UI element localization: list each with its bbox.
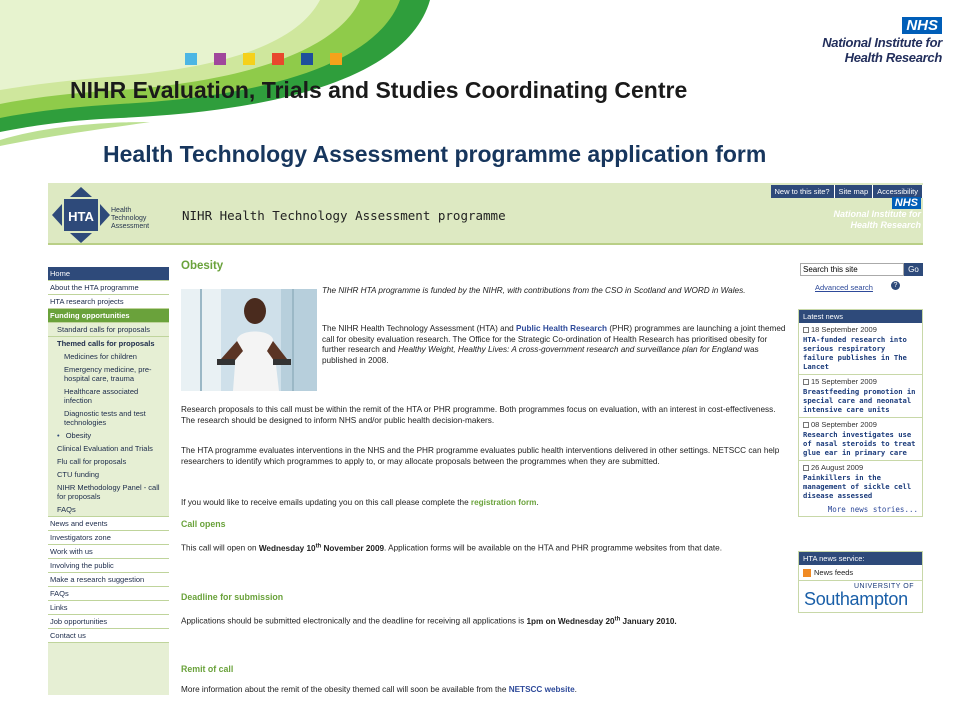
rss-icon xyxy=(803,569,811,577)
nav-faqs-sub[interactable]: FAQs xyxy=(48,503,169,517)
nhs-mini-box: NHS xyxy=(892,197,921,209)
intro-text-b: (PHR) programmes are launching a joint themed call for obesity evaluation research. The Office for the Strategic Co-ordination of Health Research has prioritised obesity for further research and xyxy=(322,324,786,354)
color-squares xyxy=(185,53,342,65)
intro-paragraph xyxy=(322,324,788,366)
news-item[interactable] xyxy=(799,461,922,503)
nav-projects[interactable]: HTA research projects xyxy=(48,295,169,309)
public-health-research-link[interactable]: Public Health Research xyxy=(516,324,608,333)
hta-caption-line1: Health xyxy=(111,207,132,214)
square-3 xyxy=(243,53,255,65)
nav-emergency[interactable]: Emergency medicine, pre-hospital care, trauma xyxy=(48,363,169,385)
nihr-mini-line1: National Institute for xyxy=(833,209,921,219)
call-opens-date-text: Wednesday 10 xyxy=(258,543,316,553)
news-item[interactable] xyxy=(799,323,922,375)
news-service-heading: HTA news service: xyxy=(799,552,922,565)
nav-about[interactable]: About the HTA programme xyxy=(48,281,169,295)
intro-report-title: Healthy Weight, Healthy Lives: A cross-government research and surveillance plan for England xyxy=(398,345,742,354)
registration-paragraph xyxy=(181,498,788,509)
intro-text-c: was published in 2008. xyxy=(322,345,759,365)
call-opens-text-b: . Application forms will be available on the HTA and PHR programme websites from that date. xyxy=(384,543,723,553)
call-opens-date-text2: November 2009 xyxy=(323,543,385,553)
accessibility-link[interactable]: Accessibility xyxy=(873,185,923,198)
deadline-sup: th xyxy=(614,616,621,622)
nav-standard-calls[interactable]: Standard calls for proposals xyxy=(48,323,169,337)
news-date-text: 26 August 2009 xyxy=(811,463,864,472)
call-opens-date xyxy=(259,544,384,553)
remit-info-paragraph xyxy=(181,685,788,695)
registration-text: If you would like to receive emails updating you on this call please complete the xyxy=(181,498,469,507)
period2: . xyxy=(574,685,577,694)
hta-logo-icon xyxy=(52,187,110,243)
southampton-text: Southampton xyxy=(804,589,908,610)
nav-flu[interactable]: Flu call for proposals xyxy=(48,455,169,468)
left-navigation xyxy=(48,267,169,695)
nihr-mini-line2: Health Research xyxy=(850,220,921,230)
nihr-logo xyxy=(822,17,942,65)
nav-jobs[interactable]: Job opportunities xyxy=(48,615,169,629)
square-6 xyxy=(330,53,342,65)
square-1 xyxy=(185,53,197,65)
square-5 xyxy=(301,53,313,65)
nav-faqs[interactable]: FAQs xyxy=(48,587,169,601)
nav-themed-calls[interactable]: Themed calls for proposals xyxy=(48,337,169,350)
nav-suggestion[interactable]: Make a research suggestion xyxy=(48,573,169,587)
help-icon[interactable]: ? xyxy=(891,281,900,290)
news-date-text: 18 September 2009 xyxy=(811,325,877,334)
call-opens-text-a: This call will open on xyxy=(181,543,257,553)
call-opens-paragraph xyxy=(181,541,788,554)
nihr-mini-logo xyxy=(834,197,922,231)
nav-obesity-label: Obesity xyxy=(65,431,92,440)
website-screenshot xyxy=(48,183,923,695)
nav-home[interactable]: Home xyxy=(48,267,169,281)
call-opens-heading: Call opens xyxy=(181,519,226,529)
intro-text-a: The NIHR Health Technology Assessment (HTA) and xyxy=(322,324,514,333)
news-item[interactable] xyxy=(799,418,922,461)
news-title[interactable]: Breastfeeding promotion in special care and neonatal intensive care units xyxy=(799,386,922,418)
nav-contact[interactable]: Contact us xyxy=(48,629,169,643)
nav-healthcare-infection[interactable]: Healthcare associated infection xyxy=(48,385,169,407)
news-title[interactable]: HTA-funded research into serious respiratory failure publishes in The Lancet xyxy=(799,334,922,375)
go-button[interactable]: Go xyxy=(904,263,923,276)
news-date-text: 08 September 2009 xyxy=(811,420,877,429)
advanced-search-link[interactable]: Advanced search xyxy=(815,283,873,292)
bullet-icon: • xyxy=(57,431,62,440)
news-date-text: 15 September 2009 xyxy=(811,377,877,386)
news-date xyxy=(799,375,922,386)
checkbox-icon xyxy=(803,465,809,471)
deadline-text: Applications should be submitted electronically and the deadline for receiving all applications is xyxy=(181,616,525,626)
nav-diagnostic[interactable]: Diagnostic tests and test technologies xyxy=(48,407,169,429)
latest-news-heading: Latest news xyxy=(799,310,922,323)
remit-paragraph: Research proposals to this call must be within the remit of the HTA or PHR programme. Both programmes focus on evaluation, with an interest in cost-effectiveness. The research should be designed to inform NHS and/or public health decision-makers. xyxy=(181,405,776,425)
university-of-text: UNIVERSITY OF xyxy=(853,583,914,591)
nav-investigators[interactable]: Investigators zone xyxy=(48,531,169,545)
remit-heading: Remit of call xyxy=(181,664,234,674)
nav-funding[interactable]: Funding opportunities xyxy=(48,309,169,323)
nihr-logo-line2: Health Research xyxy=(844,50,942,65)
hta-caption-line2: Technology xyxy=(111,215,147,222)
site-map-link[interactable]: Site map xyxy=(835,185,874,198)
news-feeds-label: News feeds xyxy=(814,568,854,577)
checkbox-icon xyxy=(803,422,809,428)
news-date xyxy=(799,418,922,429)
nav-ctu[interactable]: CTU funding xyxy=(48,468,169,481)
intro-funding-note: The NIHR HTA programme is funded by the NIHR, with contributions from the CSO in Scotland and WORD in Wales. xyxy=(322,286,746,295)
programmes-paragraph: The HTA programme evaluates interventions in the NHS and the PHR programme evaluates public health interventions delivered in other settings. NETSCC can help researchers to identify which programmes to apply to, or may allocate proposals between the programmes when they are submitted. xyxy=(181,446,780,466)
registration-form-link[interactable]: registration form xyxy=(470,498,537,507)
period: . xyxy=(536,498,539,507)
news-feeds-link[interactable] xyxy=(799,565,922,580)
site-header xyxy=(48,183,923,245)
news-title[interactable]: Painkillers in the management of sickle cell disease assessed xyxy=(803,473,912,500)
news-date xyxy=(799,323,922,334)
page-heading: Obesity xyxy=(181,260,224,272)
checkbox-icon xyxy=(803,379,809,385)
new-to-site-link[interactable]: New to this site? xyxy=(771,185,835,198)
remit-text: More information about the remit of the obesity themed call will soon be available from the xyxy=(181,685,507,694)
latest-news-box xyxy=(798,309,923,517)
nihr-logo-line1: National Institute for xyxy=(822,35,942,50)
search-input[interactable] xyxy=(800,263,904,276)
deadline-date-text: 1pm on Wednesday 20 xyxy=(526,616,615,626)
deadline-paragraph xyxy=(181,614,788,627)
nav-medicines-children[interactable]: Medicines for children xyxy=(48,350,169,363)
slide-subtitle: Health Technology Assessment programme application form xyxy=(103,141,767,167)
nav-public[interactable]: Involving the public xyxy=(48,559,169,573)
nav-work[interactable]: Work with us xyxy=(48,545,169,559)
nav-news[interactable]: News and events xyxy=(48,517,169,531)
southampton-logo[interactable] xyxy=(799,580,922,612)
slide-title: NIHR Evaluation, Trials and Studies Coordinating Centre xyxy=(70,77,688,103)
square-2 xyxy=(214,53,226,65)
call-opens-sup: th xyxy=(315,543,322,549)
site-title: NIHR Health Technology Assessment programme xyxy=(182,208,506,223)
news-service-box xyxy=(798,551,923,613)
nav-obesity[interactable] xyxy=(48,429,169,442)
square-4 xyxy=(272,53,284,65)
netscc-website-link[interactable]: NETSCC website xyxy=(508,685,575,694)
nav-clinical-eval[interactable]: Clinical Evaluation and Trials xyxy=(48,442,169,455)
deadline-date-text2: January 2010. xyxy=(622,616,677,626)
news-date xyxy=(799,461,922,472)
hta-logo-text: HTA xyxy=(68,209,94,224)
nav-links[interactable]: Links xyxy=(48,601,169,615)
checkbox-icon xyxy=(803,327,809,333)
news-title[interactable]: Research investigates use of nasal steroids to treat glue ear in primary care xyxy=(799,429,922,461)
hta-logo-caption xyxy=(111,207,149,231)
deadline-date xyxy=(526,617,676,626)
more-news-link[interactable]: More news stories... xyxy=(827,505,918,514)
news-item[interactable] xyxy=(799,375,922,418)
deadline-heading: Deadline for submission xyxy=(181,592,284,602)
nhs-logo-box: NHS xyxy=(902,17,942,34)
woman-exercising-photo xyxy=(181,289,317,391)
nav-methodology[interactable]: NIHR Methodology Panel - call for proposals xyxy=(48,481,169,503)
hta-caption-line3: Assessment xyxy=(111,223,150,230)
